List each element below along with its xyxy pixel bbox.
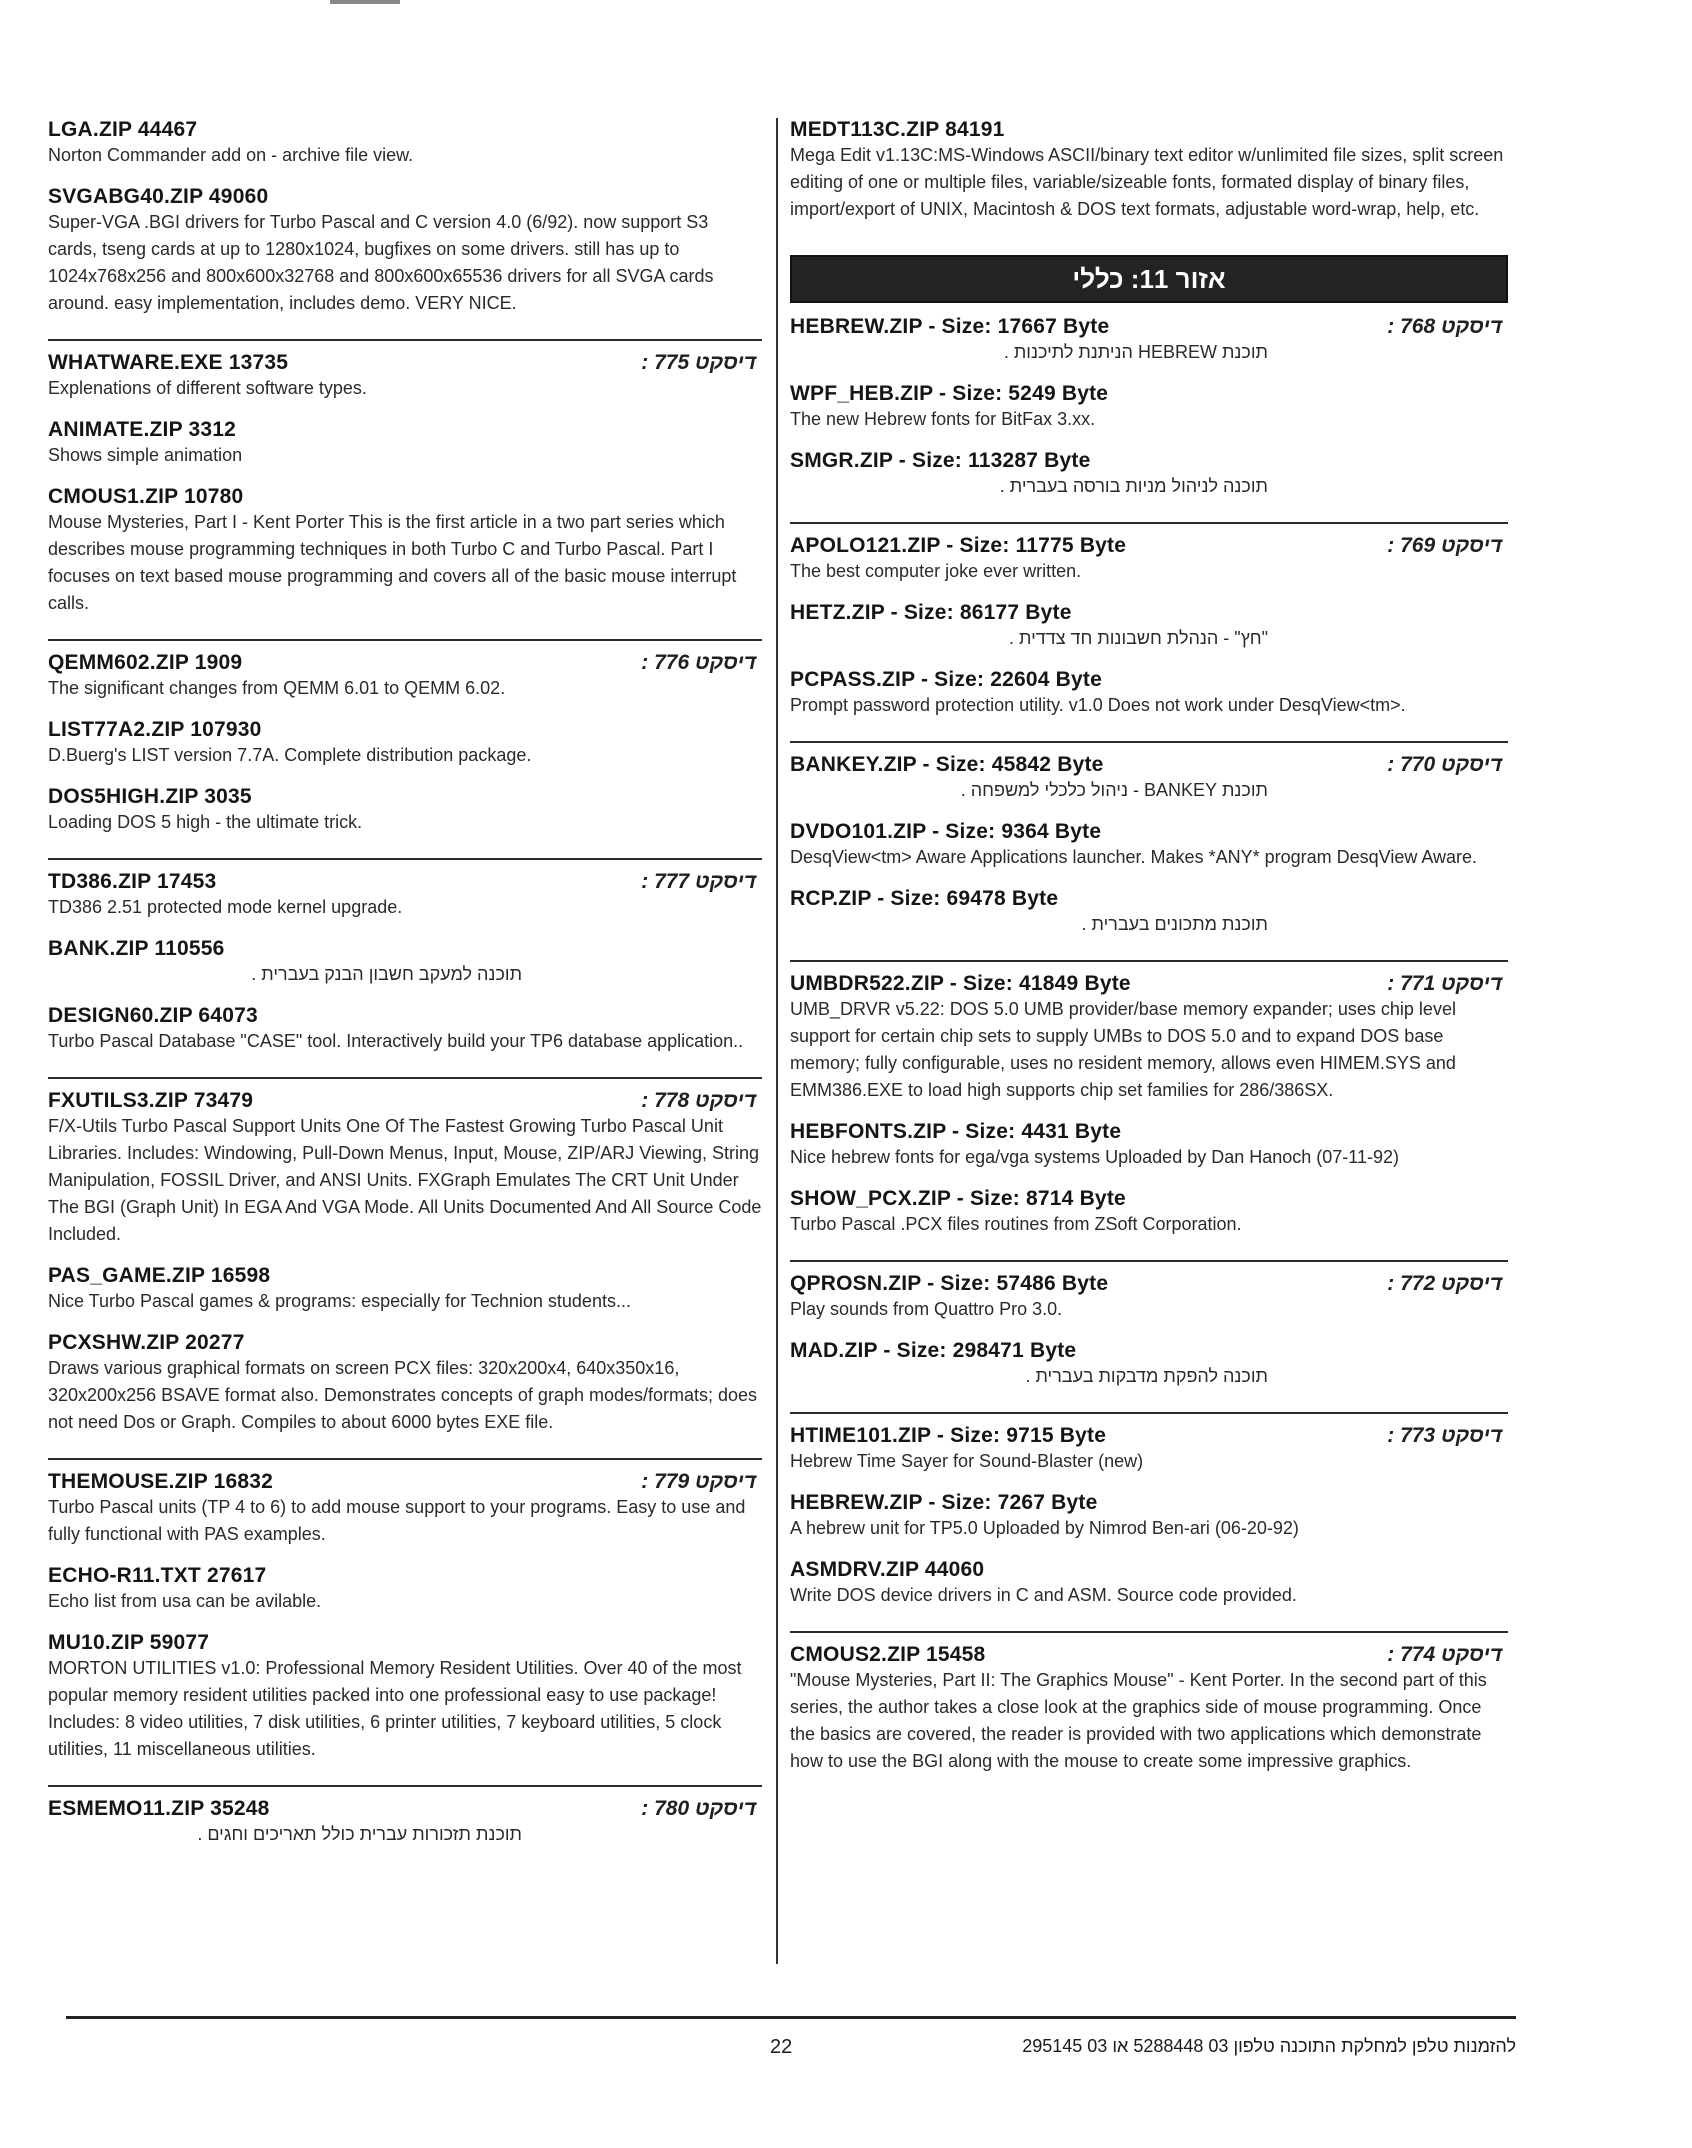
catalog-entry: [48, 185, 762, 317]
file-description: D.Buerg's LIST version 7.7A. Complete distribution package.: [48, 745, 532, 765]
file-title: PCPASS.ZIP - Size: 22604 Byte: [790, 668, 1102, 691]
file-description: Prompt password protection utility. v1.0 Does not work under DesqView<tm>.: [790, 695, 1406, 715]
catalog-entry: [790, 1272, 1508, 1323]
entry-header: [48, 1564, 762, 1588]
catalog-entry: [48, 118, 762, 169]
file-title: WPF_HEB.ZIP - Size: 5249 Byte: [790, 382, 1109, 405]
file-description: תוכנה להפקת מדבקות בעברית .: [1025, 1366, 1268, 1386]
file-title: SMGR.ZIP - Size: 113287 Byte: [790, 449, 1091, 472]
catalog-entry: [48, 718, 762, 769]
file-description: תוכנת מתכונים בעברית .: [1081, 914, 1268, 934]
catalog-entry: [48, 1331, 762, 1436]
entry-header: [790, 753, 1508, 777]
catalog-entry: [790, 820, 1508, 871]
entry-header: [48, 870, 762, 894]
entry-header: [48, 418, 762, 442]
file-description: Turbo Pascal units (TP 4 to 6) to add mouse support to your programs. Easy to use and fully functional with PAS examples.: [48, 1497, 746, 1544]
entry-header: [48, 1004, 762, 1028]
disk-group: [48, 118, 762, 341]
file-title: MEDT113C.ZIP 84191: [790, 118, 1005, 141]
entry-header: [790, 1339, 1508, 1363]
file-description: "Mouse Mysteries, Part II: The Graphics Mouse" - Kent Porter. In the second part of this series, the author takes a close look at the graphics side of mouse programming. Once the basics are covered, the reader is provided with two applications which demonstrate how to use the BGI along with the mouse to create some impressive graphics.: [790, 1670, 1487, 1771]
file-title: HETZ.ZIP - Size: 86177 Byte: [790, 601, 1072, 624]
disk-group: [790, 118, 1508, 245]
column-divider: [776, 118, 778, 1964]
file-title: ASMDRV.ZIP 44060: [790, 1558, 985, 1581]
catalog-entry: [790, 315, 1508, 366]
entry-header: [790, 118, 1508, 142]
footer-phone-text: להזמנות טלפן למחלקת התוכנה טלפון 03 5288448 או 03 295145: [1022, 2036, 1516, 2056]
entry-header: [48, 937, 762, 961]
file-title: BANK.ZIP 110556: [48, 937, 225, 960]
file-title: MAD.ZIP - Size: 298471 Byte: [790, 1339, 1077, 1362]
file-description: Mouse Mysteries, Part I - Kent Porter This is the first article in a two part series which describes mouse programming techniques in both Turbo C and Turbo Pascal. Part I focuses on text based mouse programming and covers all of the basic mouse interrupt calls.: [48, 512, 737, 613]
entry-header: [48, 185, 762, 209]
file-description: Norton Commander add on - archive file view.: [48, 145, 414, 165]
disk-group: [790, 1272, 1508, 1414]
file-description: תוכנת BANKEY - ניהול כלכלי למשפחה .: [960, 780, 1268, 800]
file-title: DESIGN60.ZIP 64073: [48, 1004, 258, 1027]
right-groups: [790, 315, 1508, 1797]
catalog-entry: [790, 1187, 1508, 1238]
file-title: QEMM602.ZIP 1909: [48, 651, 243, 674]
catalog-entry: [48, 1797, 762, 1848]
disk-label: דיסקט 770 :: [1387, 753, 1502, 776]
file-title: HEBREW.ZIP - Size: 17667 Byte: [790, 315, 1110, 338]
entry-header: [790, 1558, 1508, 1582]
disk-group: [48, 351, 762, 641]
file-description: "חץ" - הנהלת חשבונות חד צדדית .: [1008, 628, 1268, 648]
file-title: DOS5HIGH.ZIP 3035: [48, 785, 252, 808]
file-title: ANIMATE.ZIP 3312: [48, 418, 236, 441]
file-description: The significant changes from QEMM 6.01 to QEMM 6.02.: [48, 678, 506, 698]
entry-header: [48, 1264, 762, 1288]
catalog-entry: [790, 1339, 1508, 1390]
file-description: תוכנת HEBREW הניתנת לתיכנות .: [1003, 342, 1268, 362]
entry-header: [790, 887, 1508, 911]
file-title: APOLO121.ZIP - Size: 11775 Byte: [790, 534, 1127, 557]
disk-group: [790, 972, 1508, 1262]
file-description: תוכנה לניהול מניות בורסה בעברית .: [999, 476, 1268, 496]
file-description: TD386 2.51 protected mode kernel upgrade.: [48, 897, 403, 917]
file-title: UMBDR522.ZIP - Size: 41849 Byte: [790, 972, 1131, 995]
entry-header: [790, 1491, 1508, 1515]
file-description: A hebrew unit for TP5.0 Uploaded by Nimrod Ben-ari (06-20-92): [790, 1518, 1299, 1538]
file-title: SHOW_PCX.ZIP - Size: 8714 Byte: [790, 1187, 1126, 1210]
catalog-entry: [48, 937, 762, 988]
disk-label: דיסקט 771 :: [1387, 972, 1502, 995]
entry-header: [48, 1089, 762, 1113]
file-description: Explenations of different software types.: [48, 378, 367, 398]
entry-header: [48, 1470, 762, 1494]
disk-label: דיסקט 768 :: [1387, 315, 1502, 338]
file-description: The best computer joke ever written.: [790, 561, 1082, 581]
catalog-entry: [790, 1491, 1508, 1542]
file-description: Shows simple animation: [48, 445, 243, 465]
disk-label: דיסקט 779 :: [641, 1470, 756, 1493]
entry-header: [790, 1120, 1508, 1144]
catalog-entry: [790, 972, 1508, 1104]
disk-group: [48, 1797, 762, 1870]
disk-label: דיסקט 776 :: [641, 651, 756, 674]
file-description: Nice hebrew fonts for ega/vga systems Uploaded by Dan Hanoch (07-11-92): [790, 1147, 1399, 1167]
entry-header: [790, 1643, 1508, 1667]
entry-header: [790, 1272, 1508, 1296]
disk-group: [790, 315, 1508, 524]
file-title: ESMEMO11.ZIP 35248: [48, 1797, 270, 1820]
catalog-entry: [790, 1424, 1508, 1475]
entry-header: [48, 1631, 762, 1655]
catalog-entry: [48, 1564, 762, 1615]
catalog-entry: [790, 1120, 1508, 1171]
file-title: RCP.ZIP - Size: 69478 Byte: [790, 887, 1059, 910]
catalog-entry: [790, 1558, 1508, 1609]
catalog-entry: [48, 785, 762, 836]
catalog-entry: [48, 870, 762, 921]
catalog-entry: [790, 382, 1508, 433]
disk-group: [48, 1470, 762, 1787]
file-description: Write DOS device drivers in C and ASM. Source code provided.: [790, 1585, 1297, 1605]
file-description: Echo list from usa can be avilable.: [48, 1591, 322, 1611]
catalog-entry: [790, 753, 1508, 804]
entry-header: [790, 534, 1508, 558]
entry-header: [48, 718, 762, 742]
file-title: LGA.ZIP 44467: [48, 118, 198, 141]
disk-label: דיסקט 777 :: [641, 870, 756, 893]
entry-header: [790, 449, 1508, 473]
catalog-entry: [790, 449, 1508, 500]
file-description: The new Hebrew fonts for BitFax 3.xx.: [790, 409, 1096, 429]
file-title: HEBREW.ZIP - Size: 7267 Byte: [790, 1491, 1098, 1514]
file-title: MU10.ZIP 59077: [48, 1631, 210, 1654]
file-title: HTIME101.ZIP - Size: 9715 Byte: [790, 1424, 1107, 1447]
catalog-entry: [48, 1089, 762, 1248]
catalog-entry: [48, 351, 762, 402]
disk-group: [48, 1089, 762, 1460]
page-number: 22: [770, 2036, 793, 2058]
catalog-entry: [790, 534, 1508, 585]
disk-group: [48, 870, 762, 1079]
catalog-entry: [48, 651, 762, 702]
entry-header: [48, 118, 762, 142]
catalog-entry: [48, 485, 762, 617]
file-title: PCXSHW.ZIP 20277: [48, 1331, 245, 1354]
disk-group: [790, 534, 1508, 743]
scan-mark: [330, 0, 400, 4]
file-title: ECHO-R11.TXT 27617: [48, 1564, 267, 1587]
file-title: SVGABG40.ZIP 49060: [48, 185, 269, 208]
entry-header: [790, 601, 1508, 625]
entry-header: [48, 351, 762, 375]
entry-header: [790, 1187, 1508, 1211]
entry-header: [790, 820, 1508, 844]
file-description: Nice Turbo Pascal games & programs: especially for Technion students...: [48, 1291, 631, 1311]
file-description: MORTON UTILITIES v1.0: Professional Memory Resident Utilities. Over 40 of the most popular memory resident utilities packed into one professional easy to use package! Includes: 8 video utilities, 7 disk utilities, 6 printer utilities, 7 keyboard utilities, 5 clock utilities, 11 miscellaneous utilities.: [48, 1658, 742, 1759]
file-description: Play sounds from Quattro Pro 3.0.: [790, 1299, 1063, 1319]
right-column: [790, 118, 1508, 1807]
file-description: Hebrew Time Sayer for Sound-Blaster (new): [790, 1451, 1144, 1471]
file-description: UMB_DRVR v5.22: DOS 5.0 UMB provider/base memory expander; uses chip level support for certain chip sets to supply UMBs to DOS 5.0 and to expand DOS base memory; fully configurable, uses no resident memory, allows even HIMEM.SYS and EMM386.EXE to load high supports chip set families for 286/386SX.: [790, 999, 1456, 1100]
disk-label: דיסקט 769 :: [1387, 534, 1502, 557]
catalog-entry: [48, 418, 762, 469]
file-description: DesqView<tm> Aware Applications launcher. Makes *ANY* program DesqView Aware.: [790, 847, 1478, 867]
file-description: תוכנה למעקב חשבון הבנק בעברית .: [251, 964, 522, 984]
entry-header: [48, 1797, 762, 1821]
disk-label: דיסקט 774 :: [1387, 1643, 1502, 1666]
entry-header: [48, 1331, 762, 1355]
left-column: [48, 118, 762, 1880]
right-top-group: [790, 118, 1508, 245]
file-title: QPROSN.ZIP - Size: 57486 Byte: [790, 1272, 1109, 1295]
catalog-entry: [790, 668, 1508, 719]
file-title: CMOUS2.ZIP 15458: [790, 1643, 986, 1666]
file-description: Super-VGA .BGI drivers for Turbo Pascal and C version 4.0 (6/92). now support S3 cards, tseng cards at up to 1280x1024, bugfixes on some drivers. still has up to 1024x768x256 and 800x600x32768 and 800x600x65536 drivers for all SVGA cards around. easy implementation, includes demo. VERY NICE.: [48, 212, 714, 313]
entry-header: [48, 651, 762, 675]
file-title: BANKEY.ZIP - Size: 45842 Byte: [790, 753, 1104, 776]
disk-group: [790, 753, 1508, 962]
file-title: FXUTILS3.ZIP 73479: [48, 1089, 254, 1112]
catalog-entry: [790, 601, 1508, 652]
file-description: Turbo Pascal Database "CASE" tool. Interactively build your TP6 database application..: [48, 1031, 744, 1051]
file-title: TD386.ZIP 17453: [48, 870, 217, 893]
catalog-entry: [48, 1470, 762, 1548]
entry-header: [48, 485, 762, 509]
disk-group: [48, 651, 762, 860]
file-description: תוכנת תזכורות עברית כולל תאריכים וחגים .: [197, 1824, 522, 1844]
file-title: THEMOUSE.ZIP 16832: [48, 1470, 273, 1493]
disk-group: [790, 1424, 1508, 1633]
disk-label: דיסקט 780 :: [641, 1797, 756, 1820]
entry-header: [790, 972, 1508, 996]
file-description: F/X-Utils Turbo Pascal Support Units One Of The Fastest Growing Turbo Pascal Unit Libraries. Includes: Windowing, Pull-Down Menus, Input, Mouse, ZIP/ARJ Viewing, String Manipulation, FOSSIL Driver, and ANSI Units. FXGraph Emulates The CRT Unit Under The BGI (Graph Unit) In EGA And VGA Mode. All Units Documented And All Source Code Included.: [48, 1116, 762, 1244]
catalog-entry: [790, 887, 1508, 938]
file-title: DVDO101.ZIP - Size: 9364 Byte: [790, 820, 1102, 843]
catalog-entry: [790, 1643, 1508, 1775]
catalog-entry: [48, 1631, 762, 1763]
disk-group: [790, 1643, 1508, 1797]
catalog-entry: [48, 1004, 762, 1055]
disk-label: דיסקט 773 :: [1387, 1424, 1502, 1447]
entry-header: [790, 382, 1508, 406]
disk-label: דיסקט 772 :: [1387, 1272, 1502, 1295]
file-title: WHATWARE.EXE 13735: [48, 351, 289, 374]
disk-label: דיסקט 775 :: [641, 351, 756, 374]
file-description: Draws various graphical formats on screen PCX files: 320x200x4, 640x350x16, 320x200x256 BSAVE format also. Demonstrates concepts of graph modes/formats; does not need Dos or Graph. Compiles to about 6000 bytes EXE file.: [48, 1358, 758, 1432]
file-title: HEBFONTS.ZIP - Size: 4431 Byte: [790, 1120, 1122, 1143]
disk-label: דיסקט 778 :: [641, 1089, 756, 1112]
entry-header: [790, 668, 1508, 692]
footer-divider: [66, 2016, 1516, 2019]
section-banner: אזור 11: כללי: [790, 255, 1508, 303]
file-title: LIST77A2.ZIP 107930: [48, 718, 262, 741]
entry-header: [790, 315, 1508, 339]
catalog-entry: [48, 1264, 762, 1315]
entry-header: [790, 1424, 1508, 1448]
file-description: Mega Edit v1.13C:MS-Windows ASCII/binary text editor w/unlimited file sizes, split screen editing of one or multiple files, variable/sizeable fonts, formated display of binary files, import/export of UNIX, Macintosh & DOS text formats, adjustable word-wrap, help, etc.: [790, 145, 1504, 219]
catalog-entry: [790, 118, 1508, 223]
file-description: Loading DOS 5 high - the ultimate trick.: [48, 812, 363, 832]
file-description: Turbo Pascal .PCX files routines from ZSoft Corporation.: [790, 1214, 1242, 1234]
file-title: PAS_GAME.ZIP 16598: [48, 1264, 271, 1287]
entry-header: [48, 785, 762, 809]
file-title: CMOUS1.ZIP 10780: [48, 485, 244, 508]
